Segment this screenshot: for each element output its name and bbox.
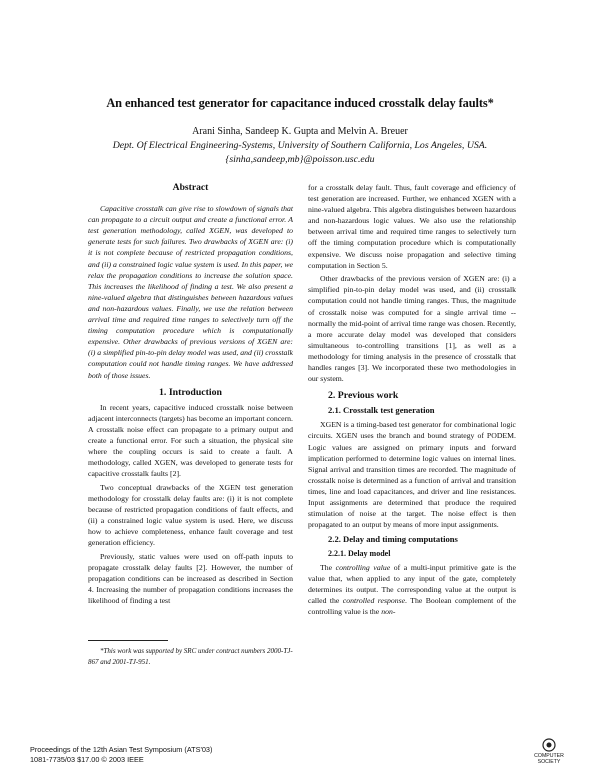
- paper-affiliation: [40, 139, 560, 167]
- abstract-body: [88, 203, 293, 381]
- author-email: {sinha,sandeep,mb}@poisson.usc.edu: [225, 154, 375, 165]
- intro-paragraph-2: Two conceptual drawbacks of the XGEN test generation methodology for crosstalk delay faults are: (i) it is not complete because of restricted propagation conditions of fault effects, and (ii) a constrained logic value system is used. Here, we discuss how to achieve completeness, enhance fault coverage and test generation efficiency.: [88, 482, 293, 548]
- crosstalk-test-generation-paragraph: XGEN is a timing-based test generator for combinational logic circuits. XGEN uses the branch and bound strategy of PODEM. Logic values are assigned on primary inputs and forward implication performed to determine logic values on internal lines. Signal arrival and transition times are recorded. The magnitude of crosstalk noise is determined as a function of arrival and transition times, line and load capacitances, and driver and line resistances. Input assignments are determined that produce the required stimulation of noise at the target. The noise effect is then propagated to an output by means of more input assignments.: [308, 420, 516, 530]
- subsection-heading-crosstalk-test-generation: 2.1. Crosstalk test generation: [328, 405, 435, 416]
- intro-paragraph-4: Other drawbacks of the previous version of XGEN are: (i) a simplified pin-to-pin delay model was used, and (ii) crosstalk computation could not handle timing ranges. Thus, the magnitude of crosstalk noise was computed for a single arrival time -- normally the mid-point of arrival time range was chosen. Recently, a more accurate delay model was developed that considers simultaneous to-controlling transitions [1], as well as a methodology for timing analysis in the presence of crosstalk that handles ranges [3]. We incorporated these two methodologies in our system.: [308, 274, 516, 384]
- abstract-heading: Abstract: [172, 182, 209, 193]
- logo-text-computer: COMPUTER: [534, 753, 564, 759]
- affiliation-line: Dept. Of Electrical Engineering-Systems, University of Southern California, Los Angeles, USA.: [112, 140, 488, 151]
- copyright-line: 1081-7735/03 $17.00 © 2003 IEEE: [30, 755, 144, 764]
- left-column: [88, 182, 293, 606]
- delay-model-text-a: The: [320, 562, 336, 572]
- term-controlled-response: controlled response: [342, 595, 406, 605]
- intro-paragraph-3: Previously, static values were used on off-path inputs to propagate crosstalk delay faults [2]. However, the number of propagation conditions can be increased as described in Section 4. Increasing the number of propagation conditions increases the likelihood of finding a test: [88, 551, 293, 606]
- footnote-rule: [88, 640, 168, 641]
- paper-title: An enhanced test generator for capacitance induced crosstalk delay faults*: [106, 96, 494, 110]
- section-heading-introduction: 1. Introduction: [159, 386, 222, 398]
- right-column: [308, 182, 516, 617]
- subsection-heading-delay-timing: 2.2. Delay and timing computations: [328, 534, 458, 545]
- logo-text-society: SOCIETY: [537, 759, 561, 765]
- abstract-paragraph: Capacitive crosstalk can give rise to slowdown of signals that can propagate to a circuit output and create a functional error. A test generation methodology, called XGEN, was developed to generate tests for such failures. Two drawbacks of XGEN are: (i) it is not complete because of restricted propagation conditions, and (ii) a constrained logic value system is used. In this paper, we relax the propagation conditions to increase the solution space. This increases the likelihood of finding a test. We also present a nine-valued algebra that distinguishes between hazardous values and non-hazardous values. Finally, we use the relation between arrival time and required time ranges to selectively turn off the timing computation procedure which is computationally expensive. Other drawbacks of previous versions of XGEN are: (i) a simplified pin-to-pin delay model was used, and (ii) crosstalk computation could not handle timing ranges. We have addressed both of those issues.: [88, 204, 293, 380]
- delay-model-text-c: . The Boolean complement of the controlling value is the: [308, 595, 516, 616]
- term-non: non-: [381, 606, 396, 616]
- section-heading-previous-work: 2. Previous work: [328, 390, 399, 402]
- term-controlling-value: controlling value: [335, 562, 391, 572]
- page-footer: [30, 745, 212, 765]
- subsubsection-heading-delay-model: 2.2.1. Delay model: [328, 549, 391, 559]
- computer-society-logo: [526, 738, 572, 765]
- intro-paragraph-1: In recent years, capacitive induced crosstalk noise between adjacent interconnects (targets) has become an important concern. A crosstalk noise effect can propagate to a primary output and create a functional error. For such a situation, the physical site where the coupling occurs is said to create a fault. A methodology, called XGEN, was developed to generate tests for capacitive crosstalk faults [2].: [88, 402, 293, 479]
- intro-continued-paragraph: for a crosstalk delay fault. Thus, fault coverage and efficiency of test generation are increased. Further, we enhanced XGEN with a nine-valued algebra. This algebra distinguishes between hazardous and non-hazardous logic values. We also use the relationship between arrival time and required time ranges to selectively turn off the timing computation procedure which is computationally expensive. We discuss noise propagation and selective timing computation in Section 5.: [308, 183, 516, 270]
- delay-model-text-b: of a multi-input primitive gate is the value that, when applied to any input of the gate, completely determines its output. The corresponding value at the output is called the: [308, 562, 516, 605]
- paper-authors: Arani Sinha, Sandeep K. Gupta and Melvin A. Breuer: [192, 126, 408, 137]
- footnote: *This work was supported by SRC under contract numbers 2000-TJ-867 and 2001-TJ-951.: [88, 647, 293, 666]
- computer-society-logo-icon: [540, 738, 558, 752]
- delay-model-paragraph: [308, 562, 516, 617]
- proceedings-line: Proceedings of the 12th Asian Test Symposium (ATS'03): [30, 745, 213, 754]
